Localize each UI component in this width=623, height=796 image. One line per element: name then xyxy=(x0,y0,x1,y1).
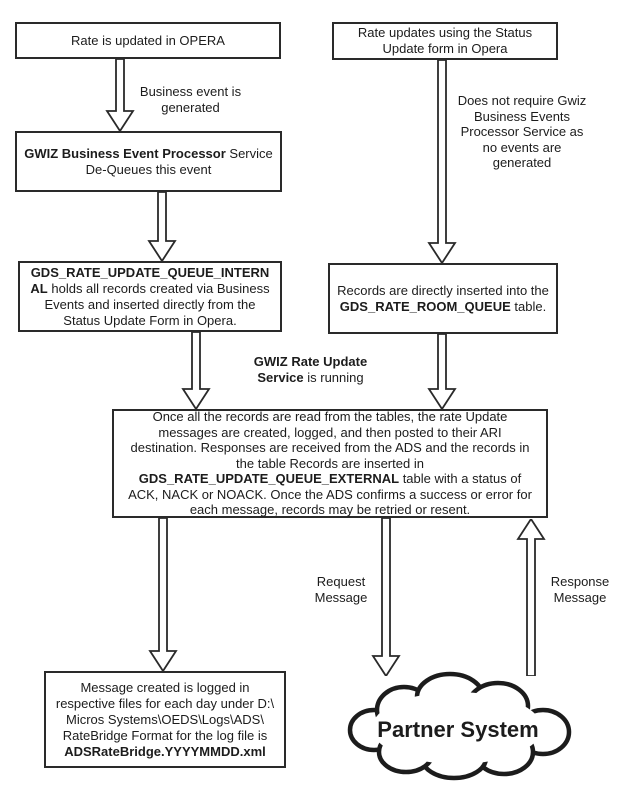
box-gds-rate-update-queue-internal: GDS_RATE_UPDATE_QUEUE_INTERN AL holds all records created via Business Events and inserted directly from the Status Update Form in Opera. xyxy=(18,261,282,332)
arrow-response-from-partner-icon xyxy=(516,519,546,676)
arrow-status-form-to-room-queue-icon xyxy=(427,60,457,263)
label-request-message: Request Message xyxy=(314,574,368,605)
box-rate-update-processing: Once all the records are read from the tables, the rate Update messages are created, logged, and then posted to their ARI destination. Responses are received from the ADS and the records in the table Records are inserted in GDS_RATE_UPDATE_QUEUE_EXTERNAL table with a status of ACK, NACK or NOACK. Once the ADS confirms a success or error for each message, records may be retried or resent. xyxy=(112,409,548,518)
label-business-event-generated: Business event is generated xyxy=(139,84,242,115)
box-gds-rate-room-queue: Records are directly inserted into the GDS_RATE_ROOM_QUEUE table. xyxy=(328,263,558,334)
partner-system-label: Partner System xyxy=(377,717,539,742)
arrow-opera-to-processor-icon xyxy=(105,59,135,131)
label-gwiz-rate-update-service-running: GWIZ Rate Update Service is running xyxy=(253,354,368,385)
box-status-update-form: Rate updates using the Status Update form in Opera xyxy=(332,22,558,60)
box-rate-updated-opera: Rate is updated in OPERA xyxy=(15,22,281,59)
partner-system-cloud xyxy=(346,670,576,782)
box-message-log-file: Message created is logged in respective files for each day under D:\ Micros Systems\OEDS\Logs\ADS\ RateBridge Format for the log file is ADSRateBridge.YYYYMMDD.xml xyxy=(44,671,286,768)
box-gwiz-business-event-processor: GWIZ Business Event Processor Service De-Queues this event xyxy=(15,131,282,192)
label-no-events-generated: Does not require Gwiz Business Events Processor Service as no events are generated xyxy=(457,93,587,170)
arrow-internal-queue-to-processing-icon xyxy=(181,332,211,409)
label-response-message: Response Message xyxy=(550,574,610,605)
arrow-processing-to-log-icon xyxy=(148,518,178,671)
arrow-room-queue-to-processing-icon xyxy=(427,334,457,409)
arrow-request-to-partner-icon xyxy=(371,518,401,676)
arrow-processor-to-internal-queue-icon xyxy=(147,192,177,261)
